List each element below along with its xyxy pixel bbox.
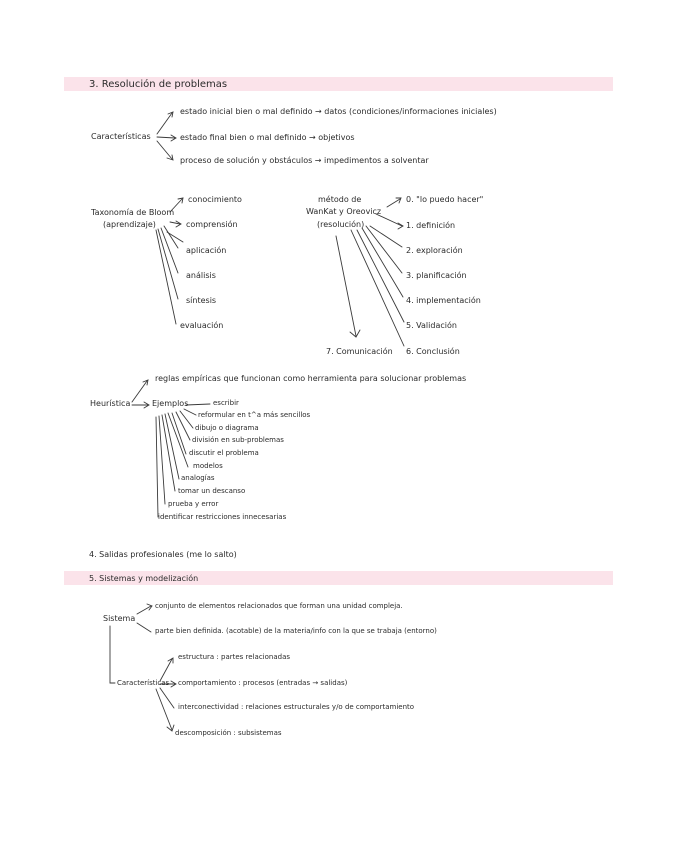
ejemplo-discutir: discutir el problema	[189, 449, 259, 457]
wankat-step-0: 0. "lo puedo hacer"	[406, 195, 484, 204]
bloom-sintesis: síntesis	[186, 296, 217, 305]
ejemplo-reformular: reformular en t^a más sencillos	[198, 411, 311, 419]
caracteristica-interconectividad: interconectividad : relaciones estructurales y/o de comportamiento	[178, 703, 415, 711]
caracteristicas-label: Características	[91, 132, 151, 141]
ejemplo-prueba-error: prueba y error	[168, 500, 219, 508]
sistema-caracteristicas-label: Características	[117, 679, 170, 687]
ejemplo-modelos: modelos	[193, 462, 223, 470]
bloom-label: Taxonomía de Bloom	[91, 208, 175, 217]
section-3-title: 3. Resolución de problemas	[89, 79, 228, 90]
sistema-def-2: parte bien definida. (acotable) de la materia/info con la que se trabaja (entorno)	[155, 627, 437, 635]
sistema-def-1: conjunto de elementos relacionados que forman una unidad compleja.	[155, 602, 403, 610]
ejemplo-descanso: tomar un descanso	[178, 487, 246, 495]
ejemplo-dibujo: dibujo o diagrama	[195, 424, 259, 432]
caracteristica-descomposicion: descomposición : subsistemas	[175, 729, 282, 737]
wankat-step-4: 4. implementación	[406, 296, 481, 305]
section-5-title: 5. Sistemas y modelización	[89, 574, 199, 583]
wankat-step-5: 5. Validación	[406, 321, 457, 330]
caracteristica-estado-inicial: estado inicial bien o mal definido → datos (condiciones/informaciones iniciales)	[180, 107, 497, 116]
ejemplo-restricciones: identificar restricciones innecesarias	[158, 513, 287, 521]
wankat-step-1: 1. definición	[406, 221, 456, 230]
bloom-sublabel: (aprendizaje)	[103, 220, 156, 229]
sistema-label: Sistema	[103, 614, 136, 623]
bloom-aplicacion: aplicación	[186, 246, 227, 255]
wankat-step-6: 6. Conclusión	[406, 347, 460, 356]
ejemplo-division: división en sub-problemas	[192, 436, 284, 444]
wankat-step-3: 3. planificación	[406, 271, 467, 280]
section-4-title: 4. Salidas profesionales (me lo salto)	[89, 550, 237, 559]
caracteristica-proceso: proceso de solución y obstáculos → impedimentos a solventar	[180, 156, 429, 165]
heuristica-definition: reglas empíricas que funcionan como herramienta para solucionar problemas	[155, 374, 467, 383]
heuristica-label: Heurística	[90, 399, 131, 408]
ejemplos-label: Ejemplos	[152, 399, 189, 408]
caracteristica-estructura: estructura : partes relacionadas	[178, 653, 290, 661]
caracteristica-estado-final: estado final bien o mal definido → objetivos	[180, 133, 355, 142]
bloom-analisis: análisis	[186, 271, 216, 280]
bloom-evaluacion: evaluación	[180, 321, 224, 330]
bloom-conocimiento: conocimiento	[188, 195, 242, 204]
wankat-step-2: 2. exploración	[406, 246, 463, 255]
wankat-step-7: 7. Comunicación	[326, 347, 393, 356]
caracteristica-comportamiento: comportamiento : procesos (entradas → salidas)	[178, 679, 348, 687]
ejemplo-escribir: escribir	[213, 399, 239, 407]
wankat-label-3: (resolución)	[317, 220, 365, 229]
ejemplo-analogias: analogías	[181, 474, 215, 482]
wankat-label-1: método de	[318, 195, 362, 204]
wankat-label-2: WanKat y Oreovicz	[306, 207, 382, 216]
bloom-comprension: comprensión	[186, 220, 238, 229]
